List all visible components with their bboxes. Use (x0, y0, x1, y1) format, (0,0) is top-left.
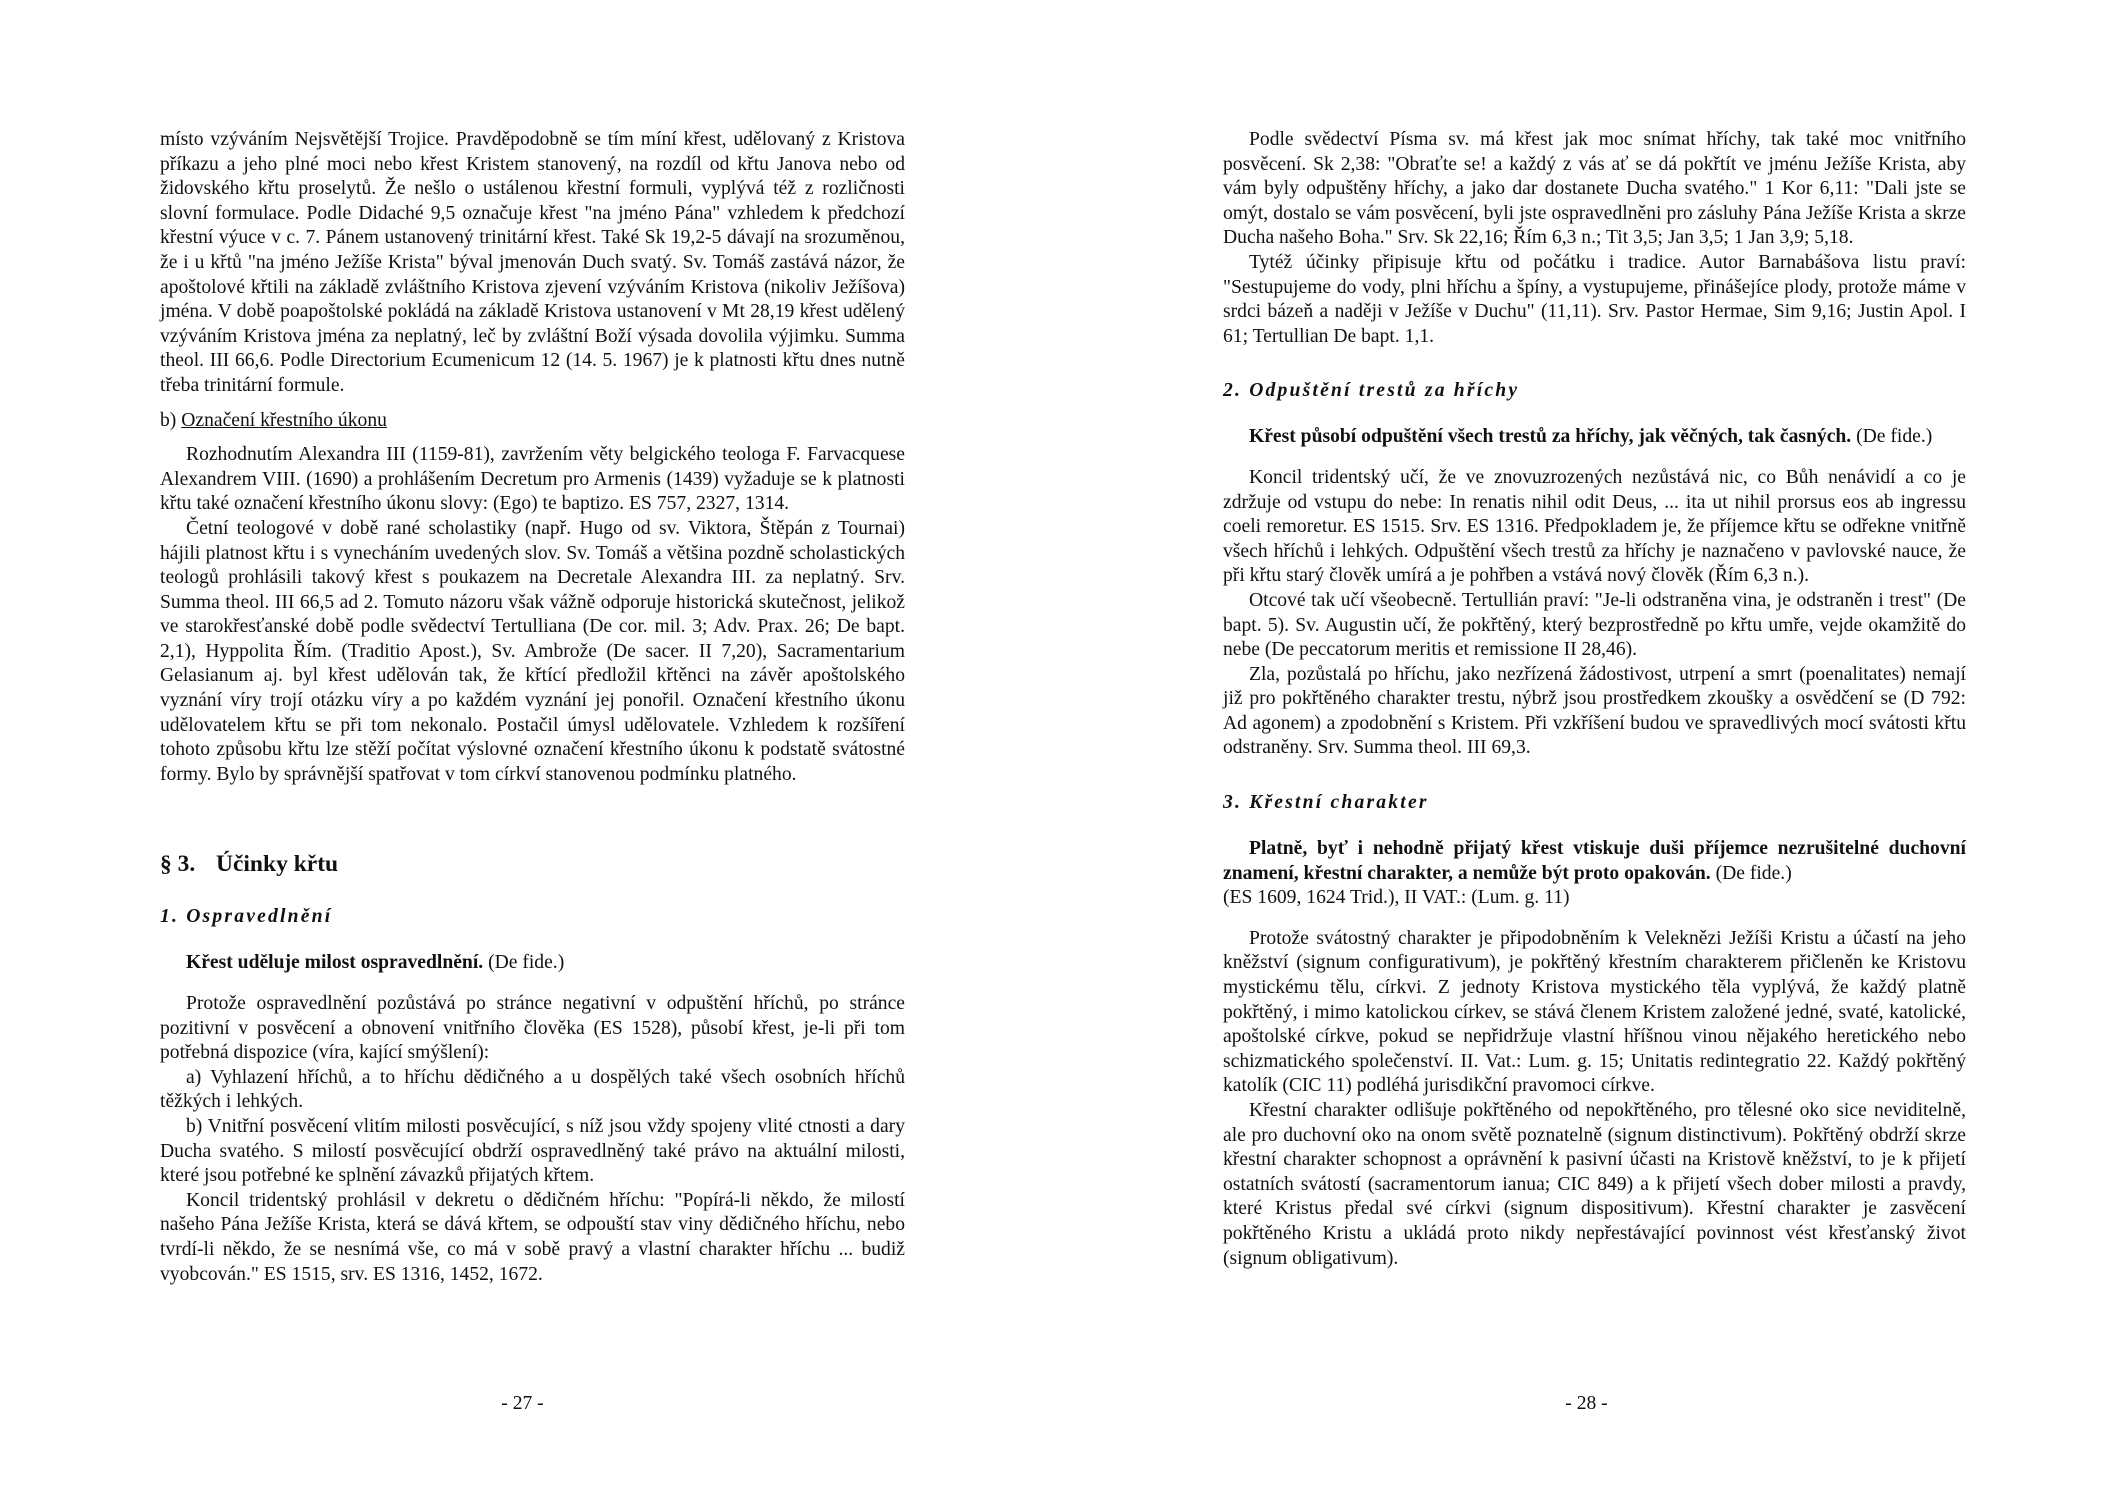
thesis-bold: Křest uděluje milost ospravedlnění. (186, 952, 484, 974)
thesis-statement (1223, 425, 1966, 450)
thesis-reference: (ES 1609, 1624 Trid.), II VAT.: (Lum. g. 11) (1223, 887, 1570, 909)
thesis-note: (De fide.) (483, 952, 565, 974)
list-item-a: a) Vyhlazení hříchů, a to hříchu dědičného a u dospělých také všech osobních hříchů těžkých i lehkých. (160, 1066, 905, 1113)
text-column-right (1223, 128, 1966, 1271)
page-number: - 27 - (501, 1393, 544, 1414)
thesis-bold: Křest působí odpuštění všech trestů za hříchy, jak věčných, tak časných. (1249, 426, 1852, 448)
list-item-b: b) Vnitřní posvěcení vlitím milosti posvěcující, s níž jsou vždy spojeny vlité ctnosti a dary Ducha svatého. S milostí posvěcující obdrží ospravedlněný také právo na aktuální milosti, které jsou potřebné ke splnění závazků přijatých křtem. (160, 1116, 905, 1187)
paragraph: Podle svědectví Písma sv. má křest jak moc snímat hříchy, tak také moc vnitřního posvěcení. Sk 2,38: "Obraťte se! a každý z vás ať se dá pokřtít ve jménu Ježíše Krista, aby vám byly odpuštěny hříchy, a jako dar dostanete Ducha svatého." 1 Kor 6,11: "Dali jste se omýt, dostalo se vám posvěcení, byli jste ospravedlněni pro zásluhy Pána Ježíše Krista a skrze Ducha našeho Boha." Srv. Sk 22,16; Řím 6,3 n.; Tit 3,5; Jan 3,5; 1 Jan 3,9; 5,18. (1223, 129, 1966, 249)
paragraph: Rozhodnutím Alexandra III (1159-81), zavržením věty belgického teologa F. Farvacquese Alexandrem VIII. (1690) a prohlášením Decretum pro Armenis (1439) vyžaduje se k platnosti křtu také označení křestního úkonu slovy: (Ego) te baptizo. ES 757, 2327, 1314. (160, 444, 905, 515)
page-number: - 28 - (1565, 1393, 1608, 1414)
paragraph: Otcové tak učí všeobecně. Tertullián praví: "Je-li odstraněna vina, je odstraněn i trest" (De bapt. 5). Sv. Augustin učí, že pokřtěný, který bezprostředně po křtu umře, vejde okamžitě do nebe (De peccatorum meritis et remissione II 28,46). (1223, 589, 1966, 661)
paragraph: Koncil tridentský prohlásil v dekretu o dědičném hříchu: "Popírá-li někdo, že milostí našeho Pána Ježíše Krista, která se dává křtem, se odpouští stav viny dědičného hříchu, nebo tvrdí-li někdo, že se nesnímá vše, co má v sobě pravý a vlastní charakter hříchu ... budiž vyobcován." ES 1515, srv. ES 1316, 1452, 1672. (160, 1189, 905, 1285)
paragraph: Křestní charakter odlišuje pokřtěného od nepokřtěného, pro tělesné oko sice neviditelně, ale pro duchovní oko na onom světě poznatelně (signum distinctivum). Pokřtěný obdrží skrze křestní charakter schopnost a oprávnění k pasivní účasti na Kristově kněžství, to je k přijetí ostatních svátostí (sacramentorum ianua; CIC 849) a k přijetí všech dober milosti a pravdy, které Kristus předal své církvi (signum dispositivum). Křestní charakter je zasvěcení pokřtěného Kristu a ukládá proto nikdy nepřestávající povinnost vést křesťanský život (signum obligativum). (1223, 1100, 1966, 1269)
paragraph: Zla, pozůstalá po hříchu, jako nezřízená žádostivost, utrpení a smrt (poenalitates) nemají již pro pokřtěného charakter trestu, nýbrž jsou prostředkem zkoušky a osvědčení se (D 792: Ad agonem) a zpodobnění s Kristem. Při vzkříšení budou ve spravedlivých mocí svátosti křtu odstraněny. Srv. Summa theol. III 69,3. (1223, 663, 1966, 759)
thesis-note: (De fide.) (1851, 426, 1933, 448)
paragraph: Protože ospravedlnění pozůstává po stránce negativní v odpuštění hříchů, po stránce pozitivní v posvěcení a obnovení vnitřního člověka (ES 1528), působí křest, je-li při tom potřebná dispozice (víra, kající smýšlení): (160, 993, 905, 1064)
subsection-heading-3: 3. Křestní charakter (1223, 792, 1429, 814)
section-title: Účinky křtu (216, 851, 339, 878)
section-heading (160, 849, 905, 879)
paragraph: místo vzýváním Nejsvětější Trojice. Pravděpodobně se tím míní křest, udělovaný z Kristova příkazu a jeho plné moci nebo křest Kristem stanovený, na rozdíl od křtu Janova nebo od židovského křtu proselytů. Že nešlo o ustálenou křestní formuli, vyplývá též z rozličnosti slovní formulace. Podle Didaché 9,5 označuje křest "na jméno Pána" vzhledem k předchozí křestní výuce v c. 7. Pánem ustanovený trinitární křest. Také Sk 19,2-5 dávají na srozuměnou, že i u křtů "na jméno Ježíše Krista" býval jmenován Duch svatý. Sv. Tomáš zastává názor, že apoštolové křtili na základě zvláštního Kristova zjevení vzýváním Kristova (nikoliv Ježíšova) jména. V době poapoštolské pokládá na základě Kristova ustanovení v Mt 28,19 křest udělený vzýváním Kristova jména za neplatný, leč by zvláštní Boží výsada dovolila výjimku. Summa theol. III 66,6. Podle Directorium Ecumenicum 12 (14. 5. 1967) je k platnosti křtu dnes nutně třeba trinitární formule. (160, 129, 905, 396)
subheading-prefix: b) (160, 409, 182, 431)
paragraph: Četní teologové v době rané scholastiky (např. Hugo od sv. Viktora, Štěpán z Tournai) hájili platnost křtu i s vynecháním uvedených slov. Sv. Tomáš a většina pozdně scholastických teologů prohlásili takový křest s poukazem na Decretale Alexandra III. za neplatný. Srv. Summa theol. III 66,5 ad 2. Tomuto názoru však vážně odporuje historická skutečnost, jelikož ve starokřesťanské době podle svědectví Tertulliana (De cor. mil. 3; Adv. Prax. 26; De bapt. 2,1), Hyppolita Řím. (Traditio Apost.), Sv. Ambrože (De sacer. II 7,20), Sacramentarium Gelasianum aj. byl křest udělován tak, že křtící předložil křtěnci na závěr apoštolského vyznání víry trojí otázku víry a po každém vyznání jej ponořil. Označení křestního úkonu udělovatelem křtu se při tom nekonalo. Postačil úmysl udělovatele. Vzhledem k rozšíření tohoto způsobu křtu lze stěží počítat výslovné označení křestního úkonu k podstatě svátostné formy. Bylo by správnější spatřovat v tom církví stanovenou podmínku platného. (160, 517, 905, 785)
paragraph: Tytéž účinky připisuje křtu od počátku i tradice. Autor Barnabášova listu praví: "Sestupujeme do vody, plni hříchu a špíny, a vystupujeme, přinášejíce plody, protože máme v srdci bázeň a naději v Ježíše v Duchu" (11,11). Srv. Pastor Hermae, Sim 9,16; Justin Apol. I 61; Tertullian De bapt. 1,1. (1223, 251, 1966, 347)
thesis-bold: Platně, byť i nehodně přijatý křest vtiskuje duši příjemce nezrušitelné duchovní znamení, křestní charakter, a nemůže být proto opakován. (1223, 838, 1966, 884)
section-number: § 3. (160, 851, 196, 878)
paragraph: Protože svátostný charakter je připodobněním k Veleknězi Ježíši Kristu a účastí na jeho kněžství (signum configurativum), je pokřtěný křestním charakterem přičleněn ke Kristovu mystickému tělu, církvi. Z jednoty Kristova mystického těla vyplývá, že každý platně pokřtěný, i mimo katolickou církev, se stává členem Kristem založené jedné, svaté, katolické, apoštolské církve, pokud se nepřidržuje vlastní hříšnou vinou nějakého heretického nebo schizmatického společenství. II. Vat.: Lum. g. 15; Unitatis redintegratio 22. Každý pokřtěný katolík (CIC 11) podléhá jurisdikční pravomoci církve. (1223, 927, 1966, 1097)
subheading-title: Označení křestního úkonu (181, 409, 387, 431)
subheading-b (160, 409, 905, 434)
thesis-statement (160, 951, 905, 976)
text-column-left (160, 128, 905, 1287)
thesis-statement (1223, 837, 1966, 886)
subsection-heading-1: 1. Ospravedlnění (160, 906, 333, 928)
paragraph: Koncil tridentský učí, že ve znovuzrozených nezůstává nic, co Bůh nenávidí a co je zdržuje od vstupu do nebe: In renatis nihil odit Deus, ... ita ut nihil prorsus eos ab ingressu coeli remoretur. ES 1515. Srv. ES 1316. Předpokladem je, že příjemce křtu se odřekne vnitřně všech hříchů i lehkých. Odpuštění všech trestů za hříchy je naznačeno v pavlovské nauce, že při křtu starý člověk umírá a je pohřben a vstává nový člověk (Řím 6,3 n.). (1223, 466, 1966, 587)
page-right (1061, 0, 2122, 1501)
thesis-note: (De fide.) (1710, 862, 1792, 884)
subsection-heading-2: 2. Odpuštění trestů za hříchy (1223, 380, 1520, 402)
